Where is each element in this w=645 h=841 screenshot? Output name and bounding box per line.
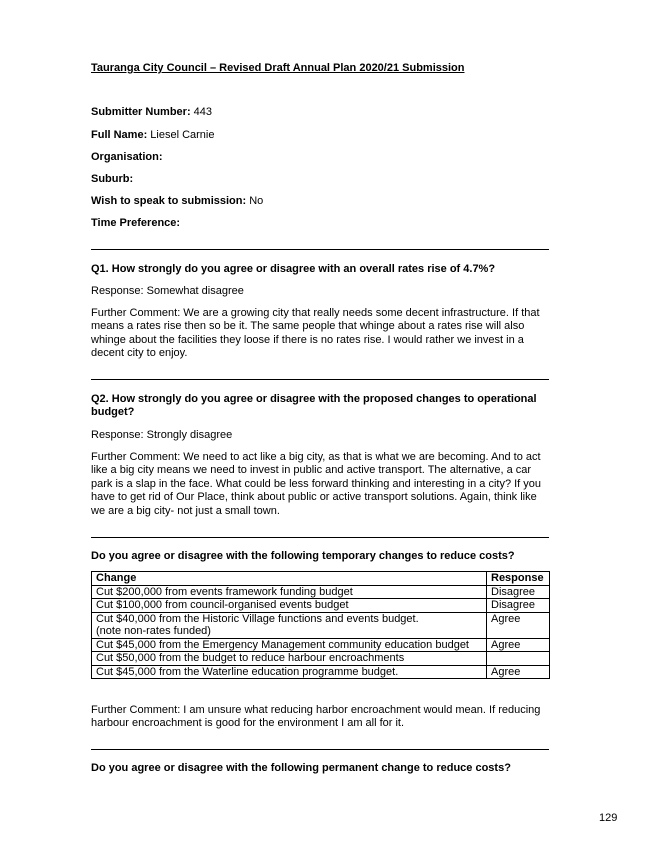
document-title: Tauranga City Council – Revised Draft Annual Plan 2020/21 Submission: [91, 62, 465, 74]
q2-question: Q2. How strongly do you agree or disagree with the proposed changes to operational budget?: [91, 393, 537, 418]
q1-comment: Further Comment: We are a growing city that really needs some decent infrastructure. If that means a rates rise then so be it. The same people that whinge about a rates rise will also whinge about the facilities they loose if there is no rates rise. I would rather we invest in a decent city to enjoy.: [91, 307, 540, 360]
suburb-label: Suburb:: [91, 173, 134, 185]
speak-field: [91, 195, 263, 207]
table-header-row: [92, 572, 550, 586]
change-cell: Cut $45,000 from the Emergency Management community education budget: [92, 638, 487, 652]
q1-question: Q1. How strongly do you agree or disagree with an overall rates rise of 4.7%?: [91, 263, 496, 275]
response-cell: Agree: [487, 665, 550, 679]
change-cell: Cut $45,000 from the Waterline education programme budget.: [92, 665, 487, 679]
table-row: [92, 638, 550, 652]
change-cell: Cut $50,000 from the budget to reduce harbour encroachments: [92, 652, 487, 666]
cost-changes-table: [91, 571, 550, 679]
submitter-number-label: Submitter Number:: [91, 106, 191, 118]
header-change: Change: [92, 572, 487, 586]
q4-question: Do you agree or disagree with the following permanent change to reduce costs?: [91, 762, 511, 774]
submitter-number-value: 443: [190, 106, 213, 118]
time-preference-label: Time Preference:: [91, 217, 181, 229]
header-response: Response: [487, 572, 550, 586]
submitter-number-field: [91, 106, 212, 118]
q3-question: Do you agree or disagree with the following temporary changes to reduce costs?: [91, 550, 515, 562]
change-cell: [92, 612, 487, 638]
divider: [91, 379, 549, 380]
change-cell: Cut $200,000 from events framework funding budget: [92, 585, 487, 599]
page-number: 129: [599, 812, 618, 824]
q2-response: Response: Strongly disagree: [91, 429, 233, 441]
full-name-label: Full Name:: [91, 129, 148, 141]
table-row: [92, 612, 550, 638]
table-row: [92, 585, 550, 599]
time-preference-field: [91, 217, 180, 229]
response-cell: Disagree: [487, 585, 550, 599]
divider: [91, 537, 549, 538]
full-name-field: [91, 129, 215, 141]
q3-comment: Further Comment: I am unsure what reducing harbor encroachment would mean. If reducing harbour encroachment is good for the environment I am all for it.: [91, 704, 541, 730]
divider: [91, 249, 549, 250]
speak-label: Wish to speak to submission:: [91, 195, 247, 207]
full-name-value: Liesel Carnie: [147, 129, 215, 141]
change-text: Cut $40,000 from the Historic Village functions and events budget.: [96, 612, 419, 625]
organisation-field: [91, 151, 163, 163]
response-cell: Agree: [487, 612, 550, 638]
q2-comment: Further Comment: We need to act like a big city, as that is what we are becoming. And to act like a big city means we need to invest in public and active transport. The alternative, a car park is a slap in the face. What could be less forward thinking and interesting in a city? If you have to get rid of Our Place, think about public or active transport solutions. Again, think like we are a big city- not just a small town.: [91, 451, 542, 517]
response-cell: [487, 652, 550, 666]
speak-value: No: [246, 195, 264, 207]
response-cell: Agree: [487, 638, 550, 652]
response-cell: Disagree: [487, 599, 550, 613]
change-note: (note non-rates funded): [96, 625, 211, 637]
table-row: [92, 652, 550, 666]
organisation-label: Organisation:: [91, 151, 163, 163]
divider: [91, 749, 549, 750]
table-row: [92, 665, 550, 679]
change-cell: Cut $100,000 from council-organised events budget: [92, 599, 487, 613]
table-row: [92, 599, 550, 613]
q1-response: Response: Somewhat disagree: [91, 285, 244, 297]
suburb-field: [91, 173, 133, 185]
